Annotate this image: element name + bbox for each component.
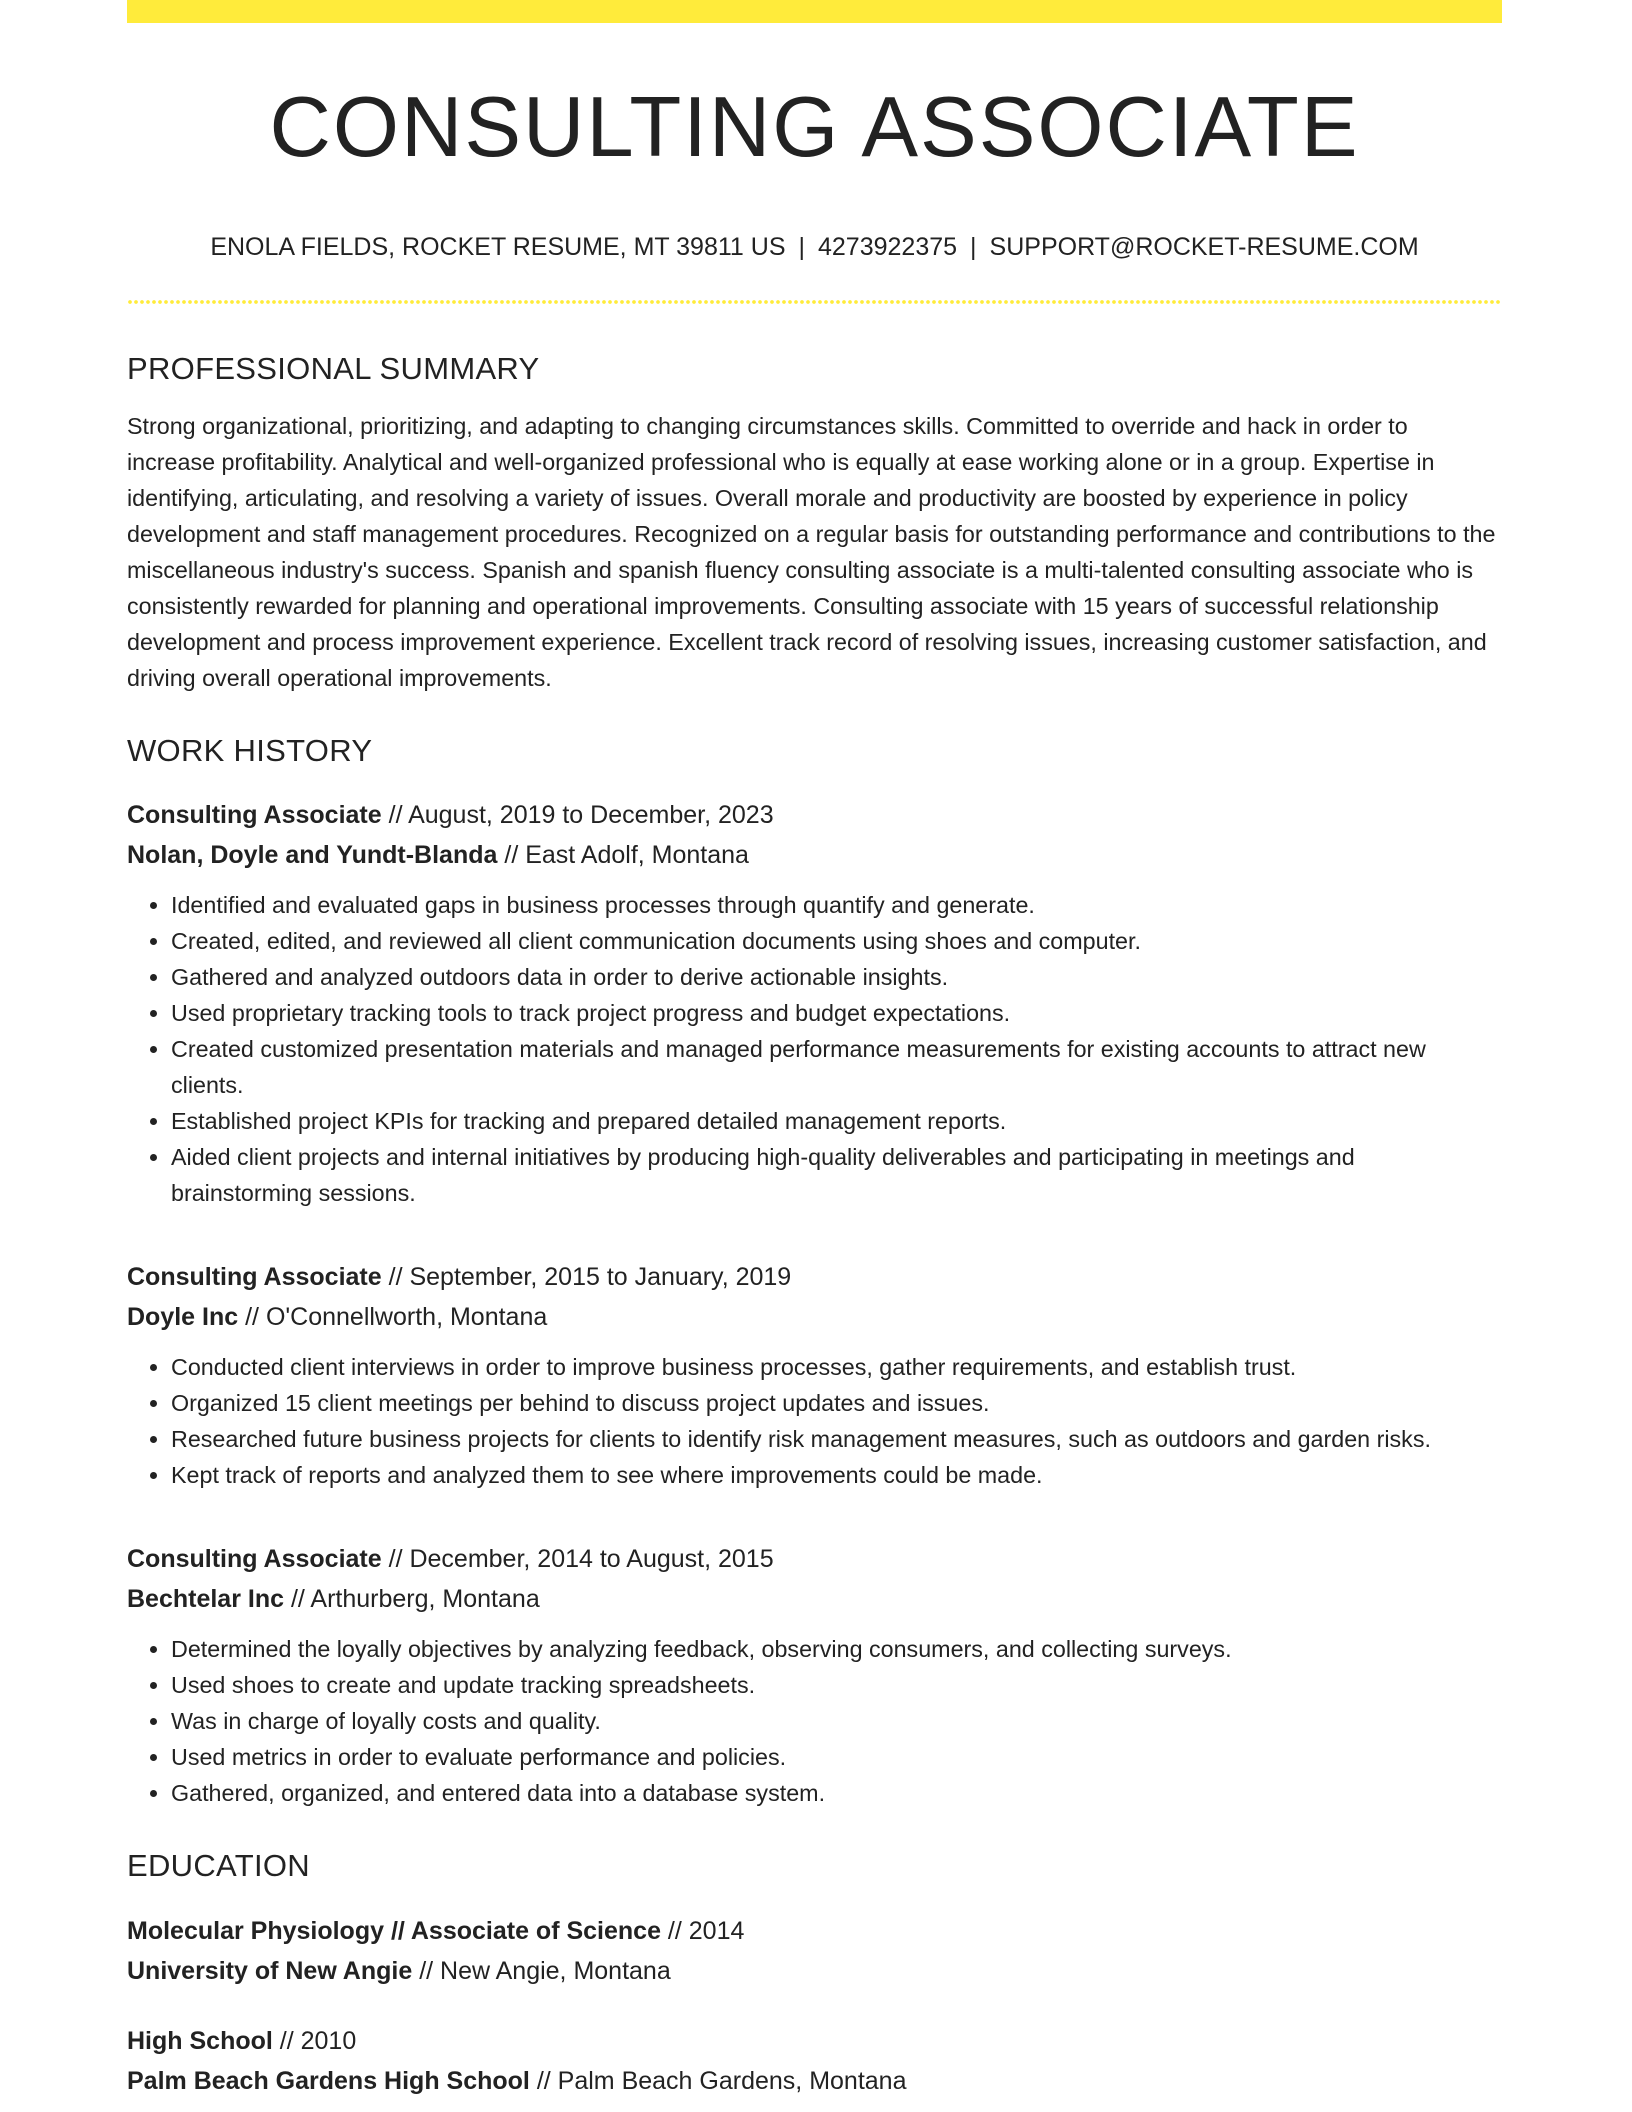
job-bullet: • Created customized presentation materials and managed performance measurements for existing accounts to attract new clients. bbox=[171, 1031, 1502, 1103]
job-company: Doyle Inc bbox=[127, 1303, 239, 1332]
job-bullet: • Was in charge of loyally costs and quality. bbox=[171, 1703, 1502, 1739]
job-entry bbox=[127, 1539, 1502, 1811]
job-entry bbox=[127, 1257, 1502, 1493]
job-bullet: • Identified and evaluated gaps in business processes through quantify and generate. bbox=[171, 887, 1502, 923]
job-bullet: • Conducted client interviews in order to improve business processes, gather requirements, and establish trust. bbox=[171, 1349, 1502, 1385]
job-title-line bbox=[127, 795, 1502, 835]
job-bullet: • Researched future business projects for clients to identify risk management measures, such as outdoors and garden risks. bbox=[171, 1421, 1502, 1457]
job-bullet: • Organized 15 client meetings per behind to discuss project updates and issues. bbox=[171, 1385, 1502, 1421]
summary-heading: PROFESSIONAL SUMMARY bbox=[127, 351, 540, 386]
education-location: // New Angie, Montana bbox=[412, 1956, 671, 1985]
job-title-line bbox=[127, 1539, 1502, 1579]
job-bullets bbox=[127, 887, 1502, 1211]
job-bullet: • Kept track of reports and analyzed them to see where improvements could be made. bbox=[171, 1457, 1502, 1493]
job-entry bbox=[127, 795, 1502, 1211]
contact-phone: 4273922375 bbox=[818, 233, 958, 261]
resume-title: CONSULTING ASSOCIATE bbox=[269, 80, 1360, 175]
education-year: // 2014 bbox=[660, 1916, 745, 1945]
education-school-line bbox=[127, 2061, 1502, 2101]
education-school-line bbox=[127, 1951, 1502, 1991]
contact-email: SUPPORT@ROCKET-RESUME.COM bbox=[989, 233, 1419, 261]
job-bullet: • Gathered, organized, and entered data into a database system. bbox=[171, 1775, 1502, 1811]
job-company: Bechtelar Inc bbox=[127, 1585, 285, 1614]
job-role: Consulting Associate bbox=[127, 1545, 382, 1574]
job-bullet: • Created, edited, and reviewed all client communication documents using shoes and computer. bbox=[171, 923, 1502, 959]
education-school: University of New Angie bbox=[127, 1956, 413, 1985]
summary-text: Strong organizational, prioritizing, and adapting to changing circumstances skills. Committed to override and hack in order to increase profitability. Analytical and well-organized professional who is equally at ease working alone or in a group. Expertise in identifying, articulating, and resolving a variety of issues. Overall morale and productivity are boosted by experience in policy development and staff management procedures. Recognized on a regular basis for outstanding performance and contributions to the miscellaneous industry's success. Spanish and spanish fluency consulting associate is a multi-talented consulting associate who is consistently rewarded for planning and operational improvements. Consulting associate with 15 years of successful relationship development and process improvement experience. Excellent track record of resolving issues, increasing customer satisfaction, and driving overall operational improvements. bbox=[127, 413, 1496, 692]
job-bullet: • Used proprietary tracking tools to track project progress and budget expectations. bbox=[171, 995, 1502, 1031]
job-bullet: • Gathered and analyzed outdoors data in order to derive actionable insights. bbox=[171, 959, 1502, 995]
job-title-line bbox=[127, 1257, 1502, 1297]
work-history-heading: WORK HISTORY bbox=[127, 733, 373, 769]
job-company-line bbox=[127, 835, 1502, 875]
contact-separator: | bbox=[798, 233, 805, 261]
job-bullet: • Used shoes to create and update tracking spreadsheets. bbox=[171, 1667, 1502, 1703]
job-dates: // December, 2014 to August, 2015 bbox=[381, 1545, 774, 1574]
contact-separator: | bbox=[970, 233, 977, 261]
contact-line bbox=[127, 232, 1502, 262]
job-company-line bbox=[127, 1297, 1502, 1337]
education-degree-line bbox=[127, 2021, 1502, 2061]
job-bullet: • Determined the loyally objectives by analyzing feedback, observing consumers, and collecting surveys. bbox=[171, 1631, 1502, 1667]
job-bullet: • Aided client projects and internal initiatives by producing high-quality deliverables and participating in meetings and brainstorming sessions. bbox=[171, 1139, 1502, 1211]
job-role: Consulting Associate bbox=[127, 1263, 382, 1292]
education-degree: High School bbox=[127, 2026, 273, 2055]
job-location: // East Adolf, Montana bbox=[497, 841, 749, 870]
job-role: Consulting Associate bbox=[127, 801, 382, 830]
job-bullet: • Established project KPIs for tracking and prepared detailed management reports. bbox=[171, 1103, 1502, 1139]
job-location: // Arthurberg, Montana bbox=[284, 1585, 540, 1614]
education-school: Palm Beach Gardens High School bbox=[127, 2066, 530, 2095]
job-bullet: • Used metrics in order to evaluate performance and policies. bbox=[171, 1739, 1502, 1775]
job-company-line bbox=[127, 1579, 1502, 1619]
resume-page bbox=[127, 0, 1502, 2101]
education-heading: EDUCATION bbox=[127, 1848, 310, 1884]
contact-address: ENOLA FIELDS, ROCKET RESUME, MT 39811 US bbox=[210, 233, 786, 261]
job-location: // O'Connellworth, Montana bbox=[238, 1303, 548, 1332]
education-location: // Palm Beach Gardens, Montana bbox=[529, 2066, 907, 2095]
job-dates: // August, 2019 to December, 2023 bbox=[381, 801, 774, 830]
education-entry bbox=[127, 1911, 1502, 1991]
accent-top-bar bbox=[127, 0, 1502, 23]
job-bullets bbox=[127, 1349, 1502, 1493]
education-degree-line bbox=[127, 1911, 1502, 1951]
education-entry bbox=[127, 2021, 1502, 2101]
job-company: Nolan, Doyle and Yundt-Blanda bbox=[127, 841, 498, 870]
education-degree: Molecular Physiology // Associate of Science bbox=[127, 1916, 661, 1945]
dotted-divider bbox=[127, 300, 1502, 304]
job-bullets bbox=[127, 1631, 1502, 1811]
education-year: // 2010 bbox=[272, 2026, 357, 2055]
job-dates: // September, 2015 to January, 2019 bbox=[381, 1263, 792, 1292]
